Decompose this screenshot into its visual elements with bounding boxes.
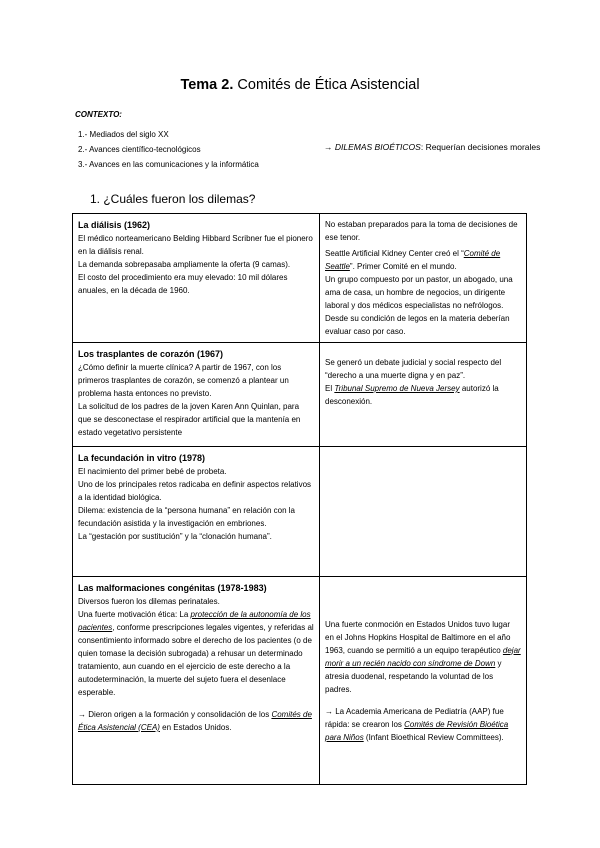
- paragraph: [325, 247, 521, 273]
- table-row: [73, 214, 527, 343]
- context-item: 1.- Mediados del siglo XX: [78, 130, 169, 139]
- paragraph: Desde su condición de legos en la materia deberían evaluar caso por caso.: [325, 314, 510, 336]
- dilemmas-table: [72, 213, 527, 785]
- text: Una fuerte conmoción en Estados Unidos tuvo lugar en el Johns Hopkins Hospital de Baltimore en el año 1963, cuando se permitió a un equipo terapéutico: [325, 619, 511, 655]
- paragraph: [325, 705, 521, 744]
- cell-fecundacion-response: [320, 447, 527, 577]
- tribunal-link: Tribunal Supremo de Nueva Jersey: [334, 384, 460, 393]
- text: ”. Primer Comité en el mundo.: [349, 262, 457, 271]
- paragraph: La solicitud de los padres de la joven Karen Ann Quinlan, para que se desconectase el respirador artificial que la mantenía en estado vegetativo persistente: [78, 402, 301, 437]
- text: → La Academia Americana de Pediatría (AAP) fue rápida: se crearon los: [325, 706, 504, 729]
- context-item: 3.- Avances en las comunicaciones y la informática: [78, 160, 259, 169]
- text: autorizó la desconexión.: [325, 384, 499, 406]
- paragraph: La demanda sobrepasaba ampliamente la oferta (9 camas).: [78, 260, 291, 269]
- cell-corazon: [73, 343, 320, 447]
- dilemas-note: [324, 142, 540, 152]
- paragraph: Un grupo compuesto por un pastor, un abogado, una ama de casa, un hombre de negocios, un dirigente laboral y dos médicos especialistas no nefrólogos.: [325, 275, 513, 310]
- table-row: [73, 343, 527, 447]
- section-heading: 1. ¿Cuáles fueron los dilemas?: [90, 192, 256, 206]
- text: El: [325, 384, 335, 393]
- title-prefix: Tema 2.: [180, 77, 234, 93]
- title-text: Comités de Ética Asistencial: [237, 77, 420, 93]
- text: → Dieron origen a la formación y consolidación de los: [78, 710, 272, 719]
- paragraph: [325, 382, 521, 408]
- context-item: 2.- Avances científico-tecnológicos: [78, 145, 201, 154]
- down-syndrome-link: dejar morir a un recién nacido con síndrome de Down: [325, 645, 521, 668]
- row-title: La diálisis (1962): [78, 220, 151, 230]
- table-row: [73, 577, 527, 785]
- cell-malformaciones-response: [320, 577, 527, 785]
- page-title: [0, 77, 600, 93]
- context-label: CONTEXTO:: [75, 110, 122, 119]
- text: en Estados Unidos.: [159, 723, 232, 732]
- paragraph: Se generó un debate judicial y social respecto del “derecho a una muerte digna y en paz”.: [325, 358, 502, 380]
- row-title: Los trasplantes de corazón (1967): [78, 349, 224, 359]
- row-title: La fecundación in vitro (1978): [78, 453, 206, 463]
- cell-fecundacion: [73, 447, 320, 577]
- text: Una fuerte motivación ética: La: [78, 610, 191, 619]
- table-row: [73, 447, 527, 577]
- paragraph: Diversos fueron los dilemas perinatales.: [78, 597, 220, 606]
- autonomia-link: protección de la autonomía de los pacientes: [78, 610, 311, 632]
- paragraph: El nacimiento del primer bebé de probeta.: [78, 467, 227, 476]
- paragraph: El médico norteamericano Belding Hibbard Scribner fue el pionero en la diálisis renal.: [78, 234, 313, 256]
- comite-seattle-link: Comité de Seattle: [325, 249, 501, 271]
- text: , conforme prescripciones legales vigentes, y referidas al consentimiento informado sobre el derecho de los pacientes (o de quien tomase la decisión subrogada) a rehusar un determinado tratamiento, aun cuando en el ejercicio de este derecho a la autodeterminación, la muerte del sujeto fuera el desenlace esperable.: [78, 623, 314, 697]
- text: (Infant Bioethical Review Committees).: [363, 732, 504, 742]
- text: Seattle Artificial Kidney Center creó el “: [325, 249, 464, 258]
- comites-revision-link: Comités de Revisión Bioética para Niños: [325, 719, 509, 742]
- paragraph: [78, 708, 314, 734]
- paragraph: El costo del procedimiento era muy elevado: 10 mil dólares anuales, en la década de 1960.: [78, 273, 288, 295]
- paragraph: [78, 608, 314, 699]
- cell-malformaciones: [73, 577, 320, 785]
- paragraph: [325, 618, 521, 696]
- right-arrow-icon: →: [324, 142, 333, 152]
- cell-dialisis-response: [320, 214, 527, 343]
- context-list: [78, 127, 259, 172]
- row-title: Las malformaciones congénitas (1978-1983): [78, 583, 267, 593]
- paragraph: Dilema: existencia de la “persona humana” en relación con la fecundación asistida y la investigación en embriones.: [78, 506, 296, 528]
- paragraph: No estaban preparados para la toma de decisiones de ese tenor.: [325, 220, 518, 242]
- text: y atresia duodenal, respetando la voluntad de los padres.: [325, 658, 502, 694]
- cea-link: Comités de Ética Asistencial (CEA): [78, 710, 312, 732]
- paragraph: La “gestación por sustitución” y la “clonación humana”.: [78, 532, 272, 541]
- cell-dialisis: [73, 214, 320, 343]
- dilemas-text: : Requerían decisiones morales: [420, 142, 541, 152]
- paragraph: ¿Cómo definir la muerte clínica? A partir de 1967, con los primeros trasplantes de corazón, se comenzó a plantear un problema hasta entonces no previsto.: [78, 363, 289, 398]
- cell-corazon-response: [320, 343, 527, 447]
- paragraph: Uno de los principales retos radicaba en definir aspectos relativos a la identidad biológica.: [78, 480, 312, 502]
- dilemas-label: DILEMAS BIOÉTICOS: [334, 142, 421, 152]
